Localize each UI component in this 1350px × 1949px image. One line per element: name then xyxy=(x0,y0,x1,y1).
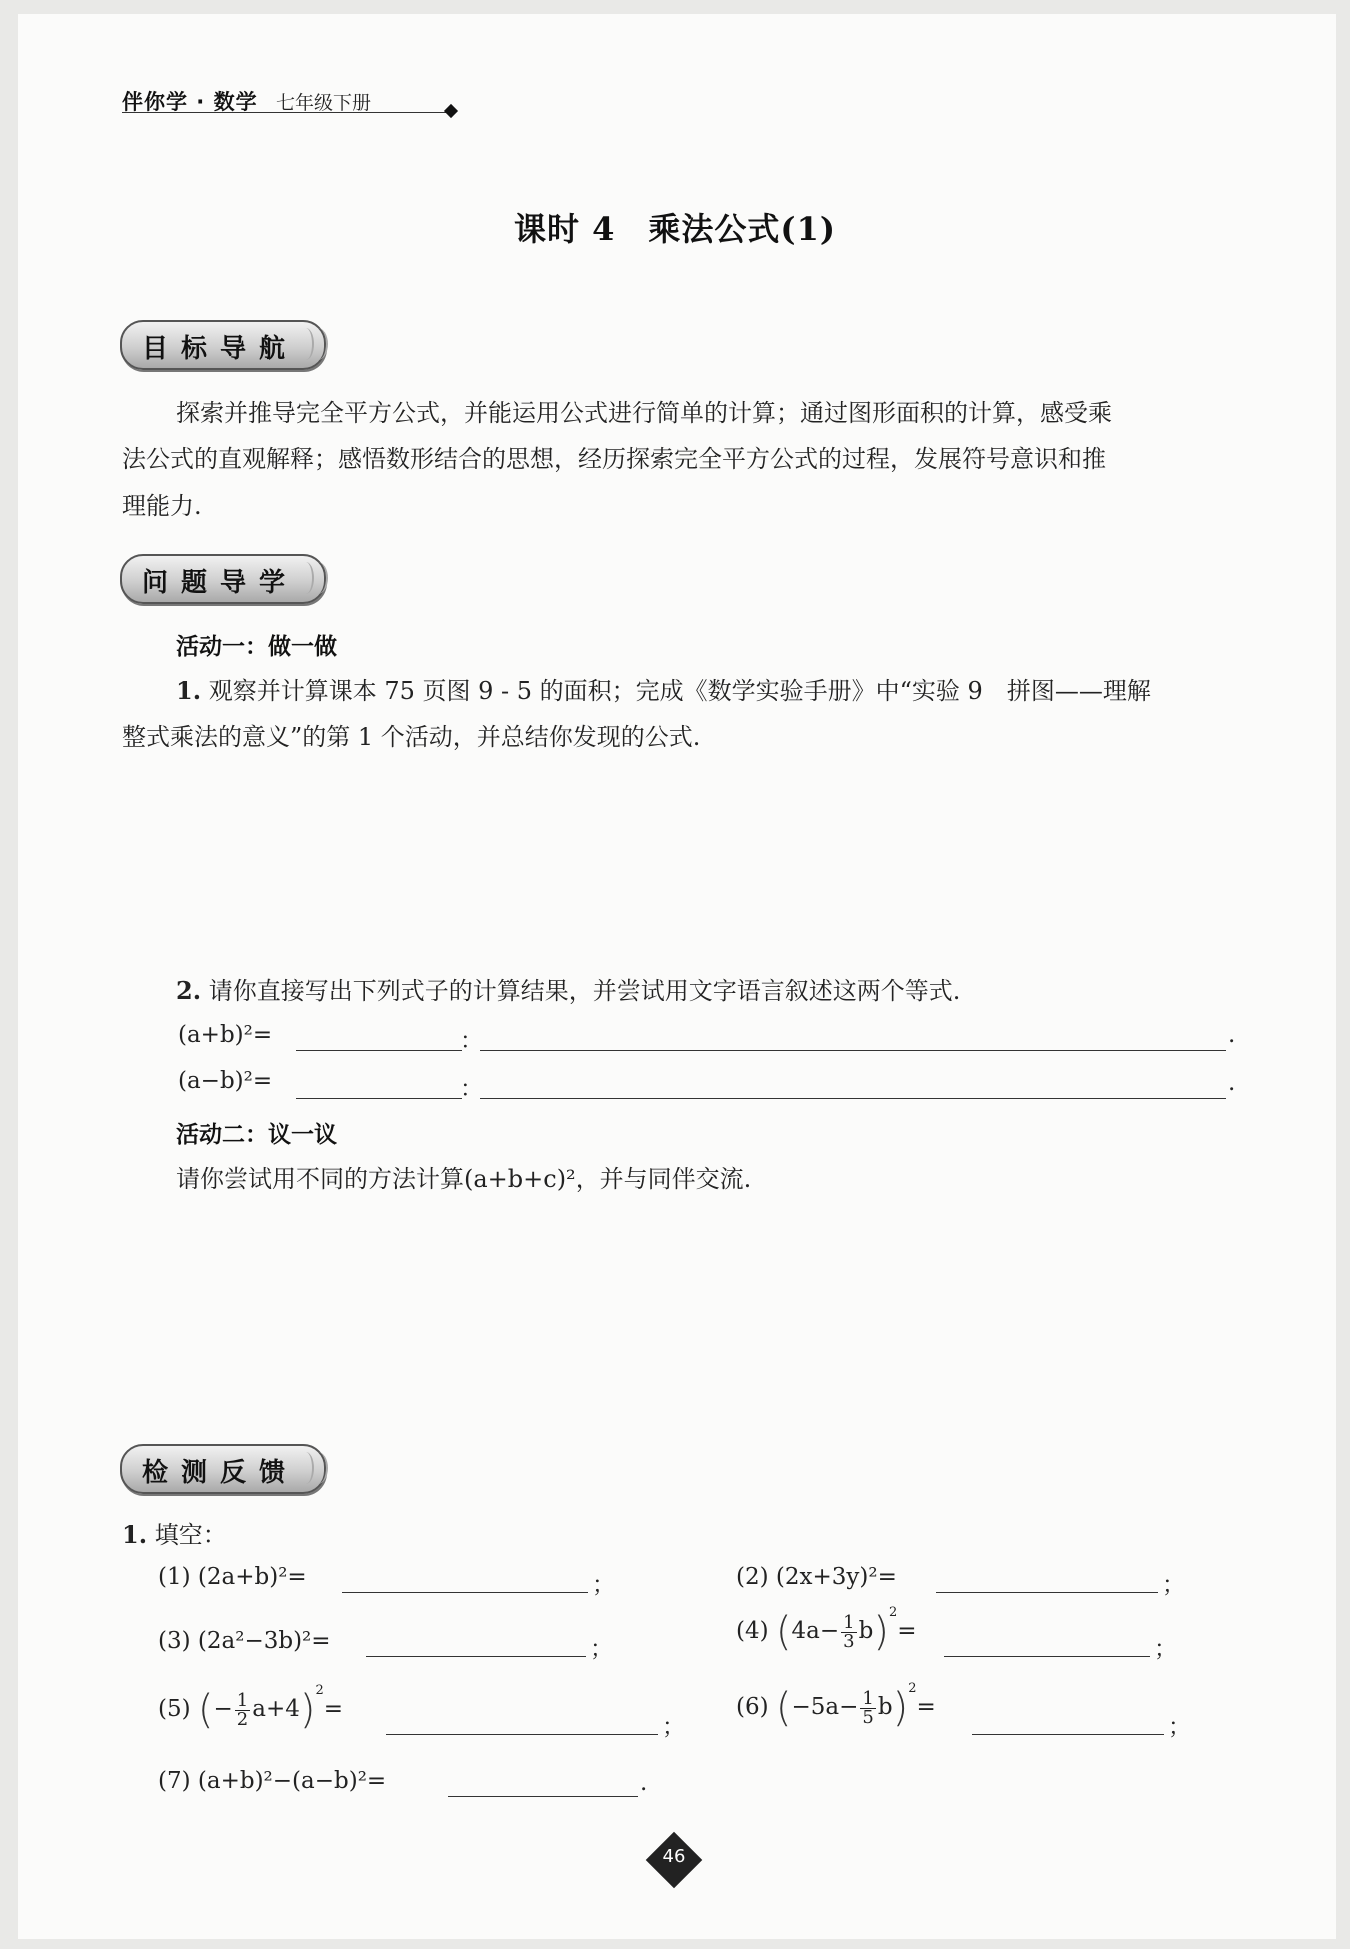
answer-blank[interactable] xyxy=(296,1050,462,1051)
item-expr-pre: −5a− xyxy=(791,1694,859,1720)
answer-blank[interactable] xyxy=(448,1796,638,1797)
expr-a-minus-b: (a−b)²= xyxy=(178,1068,273,1094)
item-number: (6) xyxy=(736,1694,769,1720)
right-paren: ) xyxy=(892,1685,909,1731)
activity1-q2 xyxy=(176,968,960,1014)
item-number: (7) xyxy=(158,1768,191,1794)
left-paren: ( xyxy=(775,1609,792,1655)
item-number: (4) xyxy=(736,1618,769,1644)
semicolon: ； xyxy=(592,1572,615,1598)
period: . xyxy=(1228,1070,1236,1096)
book-title: 伴你学 · 数学 xyxy=(122,90,258,114)
numerator: 1 xyxy=(862,1687,874,1709)
feedback-item-2 xyxy=(736,1564,897,1590)
item-expr-post: b xyxy=(877,1694,893,1720)
denominator: 3 xyxy=(843,1630,855,1652)
section-badge-guided xyxy=(120,554,326,604)
fraction xyxy=(841,1611,856,1652)
question-label: 填空： xyxy=(154,1521,227,1549)
exponent: 2 xyxy=(888,1605,898,1620)
left-paren: ( xyxy=(197,1687,214,1733)
period: . xyxy=(640,1770,648,1796)
badge-decoration xyxy=(308,562,328,594)
answer-blank[interactable] xyxy=(386,1734,658,1735)
right-paren: ) xyxy=(873,1609,889,1655)
semicolon: ； xyxy=(662,1714,685,1740)
semicolon: ； xyxy=(1168,1714,1191,1740)
left-paren: ( xyxy=(775,1685,792,1731)
answer-blank[interactable] xyxy=(296,1098,462,1099)
question-text: 请你直接写出下列式子的计算结果，并尝试用文字语言叙述这两个等式. xyxy=(208,977,961,1005)
activity1-title: 活动一：做一做 xyxy=(176,634,337,660)
page-number: 46 xyxy=(662,1846,686,1867)
grade-label: 七年级下册 xyxy=(276,92,372,114)
answer-blank[interactable] xyxy=(972,1734,1164,1735)
activity1-q1-line1 xyxy=(176,668,1151,714)
item-expr-pre: 4a− xyxy=(791,1618,840,1644)
section-badge-feedback xyxy=(120,1444,326,1494)
goals-line-2: 法公式的直观解释；感悟数形结合的思想，经历探索完全平方公式的过程，发展符号意识和推 xyxy=(122,445,1106,473)
section-label: 目标导航 xyxy=(142,334,299,364)
semicolon: ； xyxy=(1154,1636,1177,1662)
question-number: 1. xyxy=(122,1520,148,1549)
item-number: (3) xyxy=(158,1628,191,1654)
activity2-text xyxy=(176,1156,751,1202)
item-expr: (2a²−3b)²= xyxy=(197,1628,331,1654)
denominator: 2 xyxy=(236,1708,249,1730)
activity2-title: 活动二：议一议 xyxy=(176,1122,337,1148)
period: . xyxy=(1228,1022,1236,1048)
feedback-item-1 xyxy=(158,1564,307,1590)
colon: ： xyxy=(460,1028,483,1054)
feedback-item-5 xyxy=(158,1683,344,1733)
fraction xyxy=(860,1687,875,1728)
lesson-title: 课时 4 乘法公式(1) xyxy=(514,210,836,248)
colon: ： xyxy=(460,1076,483,1102)
item-expr-post: a+4 xyxy=(252,1696,300,1722)
exponent: 2 xyxy=(908,1681,917,1696)
description-blank[interactable] xyxy=(480,1050,1226,1051)
item-expr-pre: − xyxy=(213,1696,233,1722)
badge-decoration xyxy=(308,1452,328,1484)
item-number: (1) xyxy=(158,1564,191,1590)
feedback-item-6 xyxy=(736,1681,936,1731)
equals: = xyxy=(323,1696,344,1722)
item-expr: (a+b)²−(a−b)²= xyxy=(197,1768,387,1794)
item-expr: (2a+b)²= xyxy=(197,1564,307,1590)
feedback-item-7 xyxy=(158,1768,386,1794)
numerator: 1 xyxy=(236,1689,249,1711)
header-rule xyxy=(122,112,452,113)
activity2-expr: (a+b+c)² xyxy=(464,1165,576,1193)
item-expr: (2x+3y)²= xyxy=(775,1564,897,1590)
item-expr-post: b xyxy=(858,1618,874,1644)
equals: = xyxy=(916,1694,936,1720)
answer-blank[interactable] xyxy=(944,1656,1150,1657)
feedback-q1 xyxy=(122,1512,227,1558)
item-number: (5) xyxy=(158,1696,191,1722)
goals-line-1: 探索并推导完全平方公式，并能运用公式进行简单的计算；通过图形面积的计算，感受乘 xyxy=(176,399,1112,427)
denominator: 5 xyxy=(862,1706,874,1728)
question-number: 2. xyxy=(176,976,202,1005)
description-blank[interactable] xyxy=(480,1098,1226,1099)
goals-line-3: 理能力. xyxy=(122,492,202,520)
answer-blank[interactable] xyxy=(342,1592,588,1593)
expr-a-plus-b: (a+b)²= xyxy=(178,1022,273,1048)
activity2-text-before: 请你尝试用不同的方法计算 xyxy=(176,1165,464,1193)
item-number: (2) xyxy=(736,1564,769,1590)
exponent: 2 xyxy=(315,1683,324,1698)
section-label: 问题导学 xyxy=(142,568,299,598)
feedback-item-3 xyxy=(158,1628,331,1654)
section-badge-goals xyxy=(120,320,326,370)
answer-blank[interactable] xyxy=(936,1592,1158,1593)
numerator: 1 xyxy=(843,1611,855,1633)
fraction xyxy=(235,1689,250,1730)
equals: = xyxy=(897,1618,917,1644)
semicolon: ； xyxy=(1162,1572,1185,1598)
answer-blank[interactable] xyxy=(366,1656,586,1657)
feedback-item-4 xyxy=(736,1605,917,1655)
badge-decoration xyxy=(308,328,328,360)
activity2-text-after: ，并与同伴交流. xyxy=(575,1165,752,1193)
right-paren: ) xyxy=(299,1687,316,1733)
section-label: 检测反馈 xyxy=(142,1458,299,1488)
question-number: 1. xyxy=(176,676,202,705)
activity1-q1-line2: 整式乘法的意义”的第 1 个活动，并总结你发现的公式. xyxy=(122,723,701,751)
question-text: 观察并计算课本 75 页图 9 - 5 的面积；完成《数学实验手册》中“实验 9 拼图——理解 xyxy=(208,677,1151,705)
semicolon: ； xyxy=(590,1636,613,1662)
